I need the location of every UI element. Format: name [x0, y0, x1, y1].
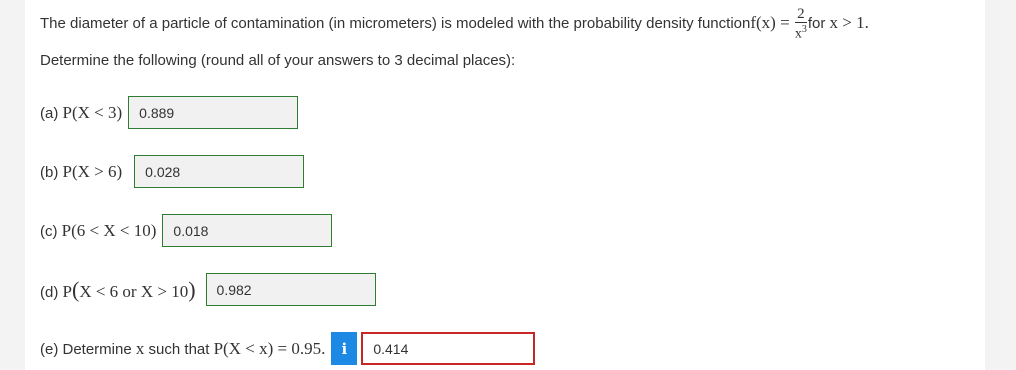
q-e-var: x [135, 338, 145, 358]
question-d-label [40, 277, 196, 303]
answer-a-input[interactable] [128, 96, 298, 129]
pdf-expression: f(x) = [750, 12, 790, 32]
q-b-letter: (b) [40, 163, 59, 181]
q-e-math: P(X < x) = 0.95. [213, 338, 326, 358]
problem-statement [40, 6, 869, 42]
fraction-denominator [795, 23, 807, 42]
q-b-math: P(X > 6) [62, 161, 123, 181]
answer-c-input[interactable] [162, 214, 332, 247]
answer-e-input[interactable] [361, 332, 535, 365]
q-c-letter: (c) [40, 222, 58, 240]
question-e [40, 332, 535, 365]
q-a-letter: (a) [40, 104, 59, 122]
q-d-math: X < 6 or X > 10 [79, 281, 189, 301]
question-c [40, 214, 332, 247]
q-a-math: P(X < 3) [62, 102, 123, 122]
denominator-base: x [794, 26, 802, 42]
fraction-numerator: 2 [795, 6, 807, 23]
question-d [40, 273, 376, 306]
q-d-letter: (d) [40, 283, 59, 301]
question-b-label [40, 162, 122, 182]
denominator-exponent: 3 [801, 24, 807, 35]
paren-open: ( [71, 276, 80, 302]
info-icon[interactable]: i [331, 332, 357, 365]
question-b [40, 155, 304, 188]
answer-b-input[interactable] [134, 155, 304, 188]
q-c-math: P(6 < X < 10) [61, 220, 157, 240]
question-e-label [40, 339, 325, 359]
answer-d-input[interactable] [206, 273, 376, 306]
q-d-math-p: P [62, 281, 72, 301]
instruction-text: Determine the following (round all of your answers to 3 decimal places): [40, 52, 516, 69]
q-e-mid: such that [148, 340, 210, 358]
question-card [25, 0, 985, 370]
q-e-text: (e) Determine [40, 340, 132, 358]
question-c-label [40, 221, 156, 241]
paren-close: ) [188, 276, 196, 302]
question-a-label [40, 103, 122, 123]
question-a [40, 96, 298, 129]
problem-intro: The diameter of a particle of contamination (in micrometers) is modeled with the probability density function [40, 14, 751, 32]
pdf-fraction [795, 6, 807, 42]
for-word: for [807, 14, 826, 32]
domain-condition: x > 1. [829, 12, 869, 32]
